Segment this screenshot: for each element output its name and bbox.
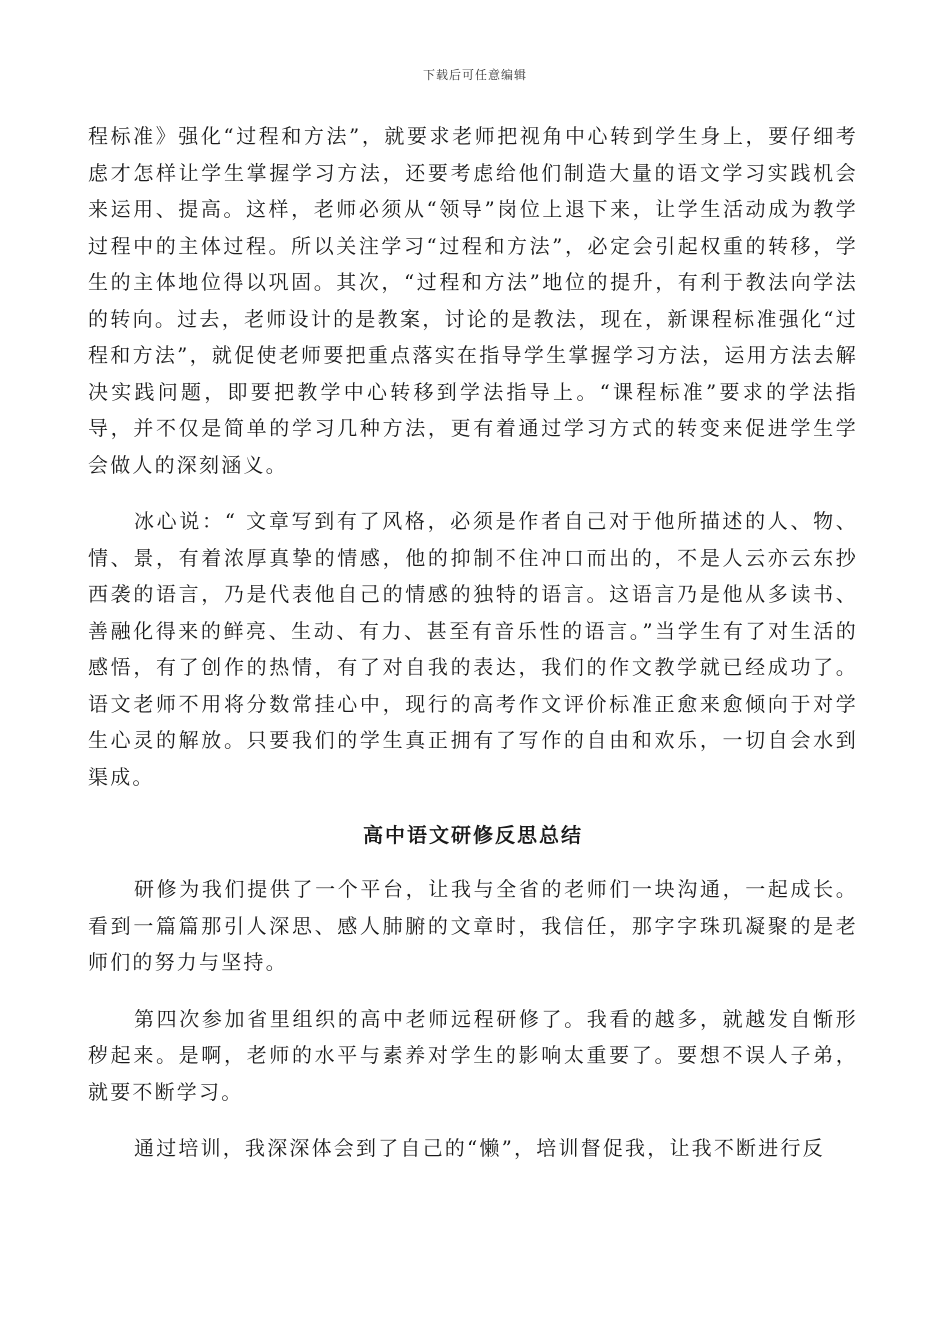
page-header-note: 下载后可任意编辑 [422,68,527,82]
paragraph-training-platform: 研修为我们提供了一个平台，让我与全省的老师们一块沟通，一起成长。看到一篇篇那引人深思、感人肺腑的文章时，我信任，那字字珠玑凝聚的是老师们的努力与坚持。 [88,877,858,974]
section-title: 高中语文研修反思总结 [363,823,583,847]
paragraph-bingxin-quote: 冰心说：“ 文章写到有了风格，必须是作者自己对于他所描述的人、物、情、景，有着浓厚真挚的情感，他的抑制不住冲口而出的，不是人云亦云东抄西袭的语言，乃是代表他自己的情感的独特的语言。这语言乃是他从多读书、善融化得来的鲜亮、生动、有力、甚至有音乐性的语言。”当学生有了对生活的感悟，有了创作的热情，有了对自我的表达，我们的作文教学就已经成功了。语文老师不用将分数常挂心中，现行的高考作文评价标准正愈来愈倾向于对学生心灵的解放。只要我们的学生真正拥有了写作的自由和欢乐，一切自会水到渠成。 [88,509,858,789]
document-body [88,118,858,1167]
paragraph-training-reflection: 通过培训，我深深体会到了自己的“懒”，培训督促我，让我不断进行反 [134,1136,825,1160]
paragraph-fourth-training: 第四次参加省里组织的高中老师远程研修了。我看的越多，就越发自惭形秽起来。是啊，老师的水平与素养对学生的影响太重要了。要想不误人子弟，就要不断学习。 [88,1006,858,1104]
paragraph-continued-course-standard: 程标准》强化“过程和方法”，就要求老师把视角中心转到学生身上，要仔细考虑才怎样让学生掌握学习方法，还要考虑给他们制造大量的语文学习实践机会来运用、提高。这样，老师必须从“领导”岗位上退下来，让学生活动成为教学过程中的主体过程。所以关注学习“过程和方法”，必定会引起权重的转移，学生的主体地位得以巩固。其次，“过程和方法”地位的提升，有利于教法向学法的转向。过去，老师设计的是教案，讨论的是教法，现在，新课程标准强化“过程和方法”，就促使老师要把重点落实在指导学生掌握学习方法，运用方法去解决实践问题，即要把教学中心转移到学法指导上。“课程标准”要求的学法指导，并不仅是简单的学习几种方法，更有着通过学习方式的转变来促进学生学会做人的深刻涵义。 [88,124,858,477]
